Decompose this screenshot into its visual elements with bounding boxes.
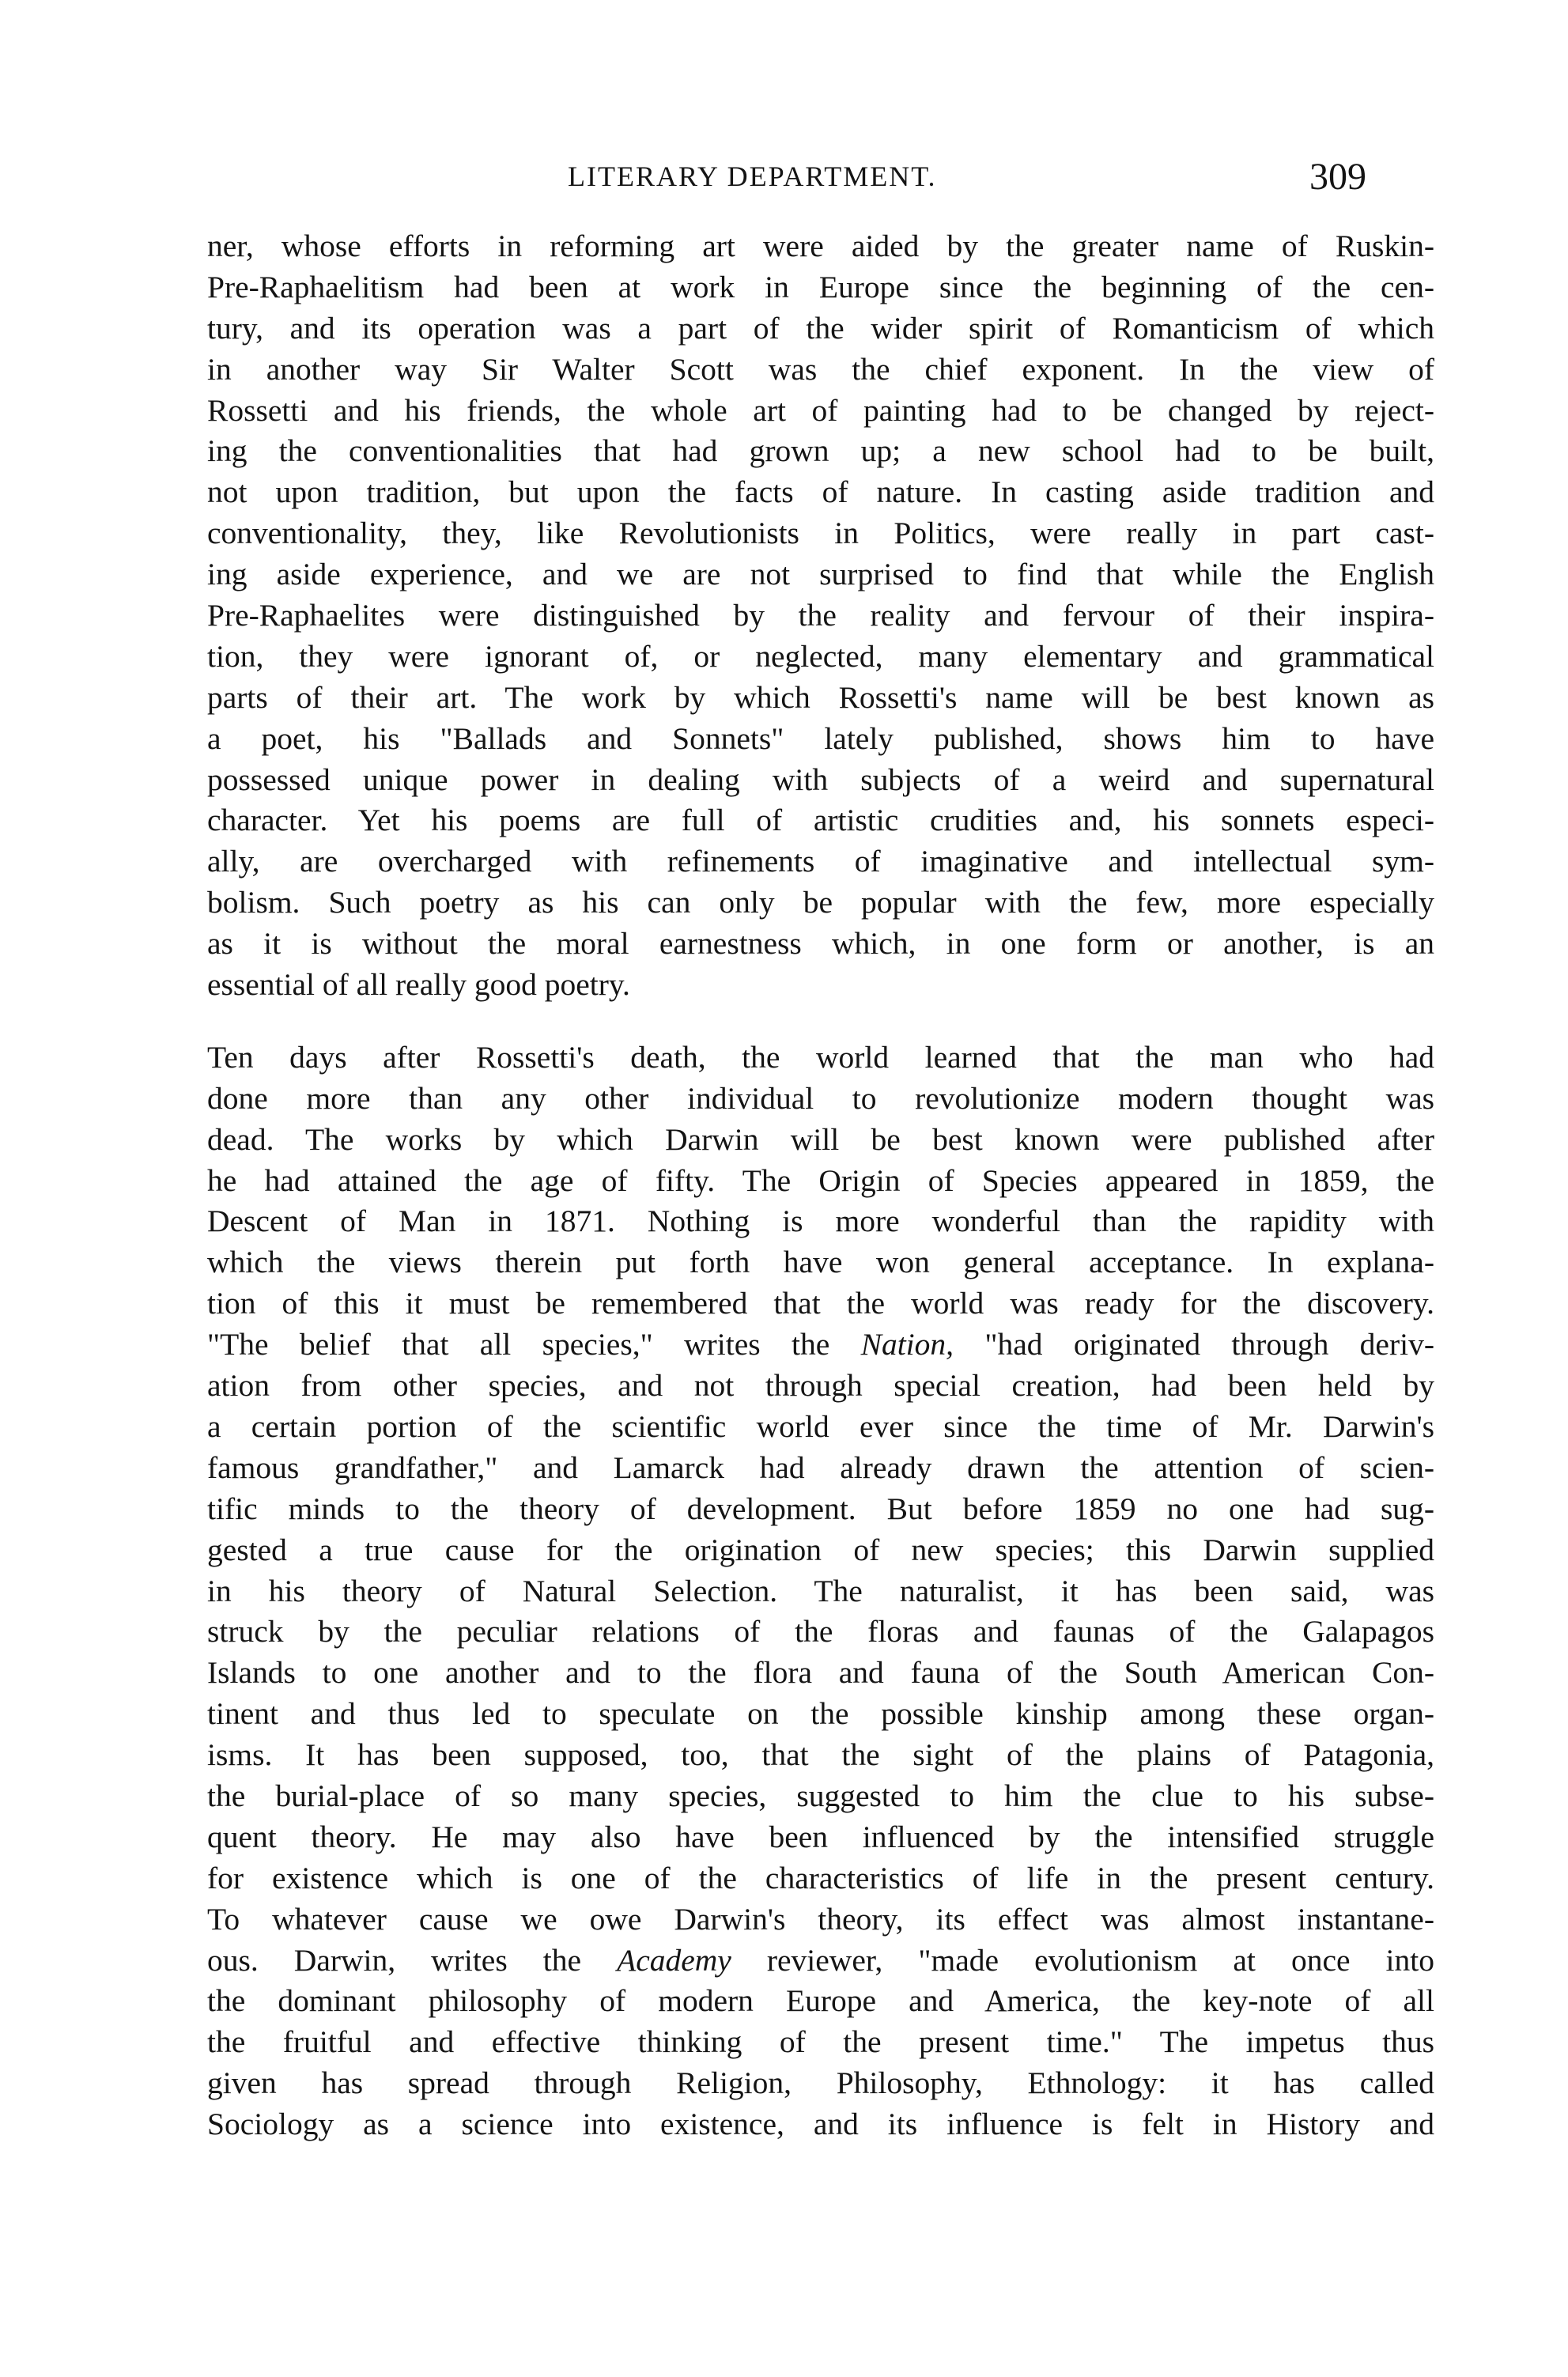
text-line: ing the conventionalities that had grown up; a new school had to be built, (207, 433, 1434, 469)
text-segment: "had originated through deriv- (954, 1327, 1434, 1362)
text-line: tion, they were ignorant of, or neglected, many elementary and grammatical (207, 638, 1434, 674)
text-line: a poet, his "Ballads and Sonnets" lately published, shows him to have (207, 720, 1434, 756)
text-line: tury, and its operation was a part of the wider spirit of Romanticism of which (207, 310, 1434, 346)
text-line: he had attained the age of fifty. The Origin of Species appeared in 1859, the (207, 1162, 1434, 1198)
text-line: Pre-Raphaelites were distinguished by the reality and fervour of their inspira- (207, 598, 1434, 633)
text-line: for existence which is one of the characteristics of life in the present century. (207, 1860, 1434, 1895)
page-number: 309 (1309, 156, 1366, 198)
paragraph-rossetti (207, 226, 1434, 1006)
text-line: Ten days after Rossetti's death, the world learned that the man who had (207, 1039, 1434, 1075)
text-line: ation from other species, and not through special creation, had been held by (207, 1368, 1434, 1404)
text-line: ally, are overcharged with refinements of imaginative and intellectual sym- (207, 844, 1434, 879)
text-line: which the views therein put forth have won general acceptance. In explana- (207, 1245, 1434, 1280)
text-line: ing aside experience, and we are not surprised to find that while the English (207, 557, 1434, 592)
text-line: given has spread through Religion, Philosophy, Ethnology: it has called (207, 2065, 1434, 2101)
text-segment: ous. Darwin, writes the (207, 1942, 618, 1978)
running-head (0, 155, 1568, 202)
running-title: LITERARY DEPARTMENT. (568, 161, 937, 192)
text-line: bolism. Such poetry as his can only be popular with the few, more especially (207, 885, 1434, 920)
text-line: gested a true cause for the origination of new species; this Darwin supplied (207, 1532, 1434, 1567)
text-line: the burial-place of so many species, suggested to him the clue to his subse- (207, 1778, 1434, 1813)
text-line: ner, whose efforts in reforming art were aided by the greater name of Ruskin- (207, 229, 1434, 263)
text-line: tific minds to the theory of development. But before 1859 no one had sug- (207, 1491, 1434, 1526)
text-line: possessed unique power in dealing with subjects of a weird and supernatural (207, 761, 1434, 797)
text-line: the fruitful and effective thinking of the present time." The impetus thus (207, 2024, 1434, 2060)
text-line: done more than any other individual to revolutionize modern thought was (207, 1080, 1434, 1116)
text-line: famous grandfather," and Lamarck had already drawn the attention of scien- (207, 1449, 1434, 1485)
text-line: Descent of Man in 1871. Nothing is more wonderful than the rapidity with (207, 1204, 1434, 1239)
text-segment: "The belief that all species," writes the (207, 1327, 861, 1362)
text-line: the dominant philosophy of modern Europe and America, the key-note of all (207, 1983, 1434, 2019)
text-line: quent theory. He may also have been influenced by the intensified struggle (207, 1819, 1434, 1854)
text-line: tinent and thus led to speculate on the possible kinship among these organ- (207, 1696, 1434, 1732)
text-line: isms. It has been supposed, too, that the sight of the plains of Patagonia, (207, 1737, 1434, 1773)
text-line: a certain portion of the scientific world ever since the time of Mr. Darwin's (207, 1408, 1434, 1444)
text-line: parts of their art. The work by which Rossetti's name will be best known as (207, 679, 1434, 715)
text-line: character. Yet his poems are full of artistic crudities and, his sonnets especi- (207, 803, 1434, 838)
italic-title-academy: Academy (617, 1942, 731, 1978)
paragraph-darwin (207, 1037, 1434, 2145)
text-line: dead. The works by which Darwin will be best known were published after (207, 1121, 1434, 1157)
text-line: tion of this it must be remembered that the world was ready for the discovery. (207, 1286, 1434, 1321)
text-segment: reviewer, "made evolutionism at once into (731, 1942, 1434, 1978)
text-line: Pre-Raphaelitism had been at work in Europe since the beginning of the cen- (207, 269, 1434, 304)
text-line: in his theory of Natural Selection. The naturalist, it has been said, was (207, 1573, 1434, 1608)
text-line: Islands to one another and to the flora and fauna of the South American Con- (207, 1655, 1434, 1691)
italic-title-nation: Nation, (860, 1327, 954, 1362)
text-line-with-italic (207, 1941, 1434, 1982)
body-text (207, 226, 1434, 2145)
text-line: essential of all really good poetry. (207, 967, 630, 1003)
text-line: in another way Sir Walter Scott was the chief exponent. In the view of (207, 351, 1434, 387)
text-line: not upon tradition, but upon the facts of nature. In casting aside tradition and (207, 474, 1434, 510)
text-line: To whatever cause we owe Darwin's theory, its effect was almost instantane- (207, 1901, 1434, 1937)
text-line: Sociology as a science into existence, and its influence is felt in History and (207, 2107, 1434, 2142)
text-line: Rossetti and his friends, the whole art of painting had to be changed by reject- (207, 392, 1434, 428)
text-line: conventionality, they, like Revolutionists in Politics, were really in part cast- (207, 516, 1434, 551)
text-line-with-italic (207, 1325, 1434, 1366)
text-line: struck by the peculiar relations of the floras and faunas of the Galapagos (207, 1614, 1434, 1650)
text-line: as it is without the moral earnestness which, in one form or another, is an (207, 926, 1434, 962)
